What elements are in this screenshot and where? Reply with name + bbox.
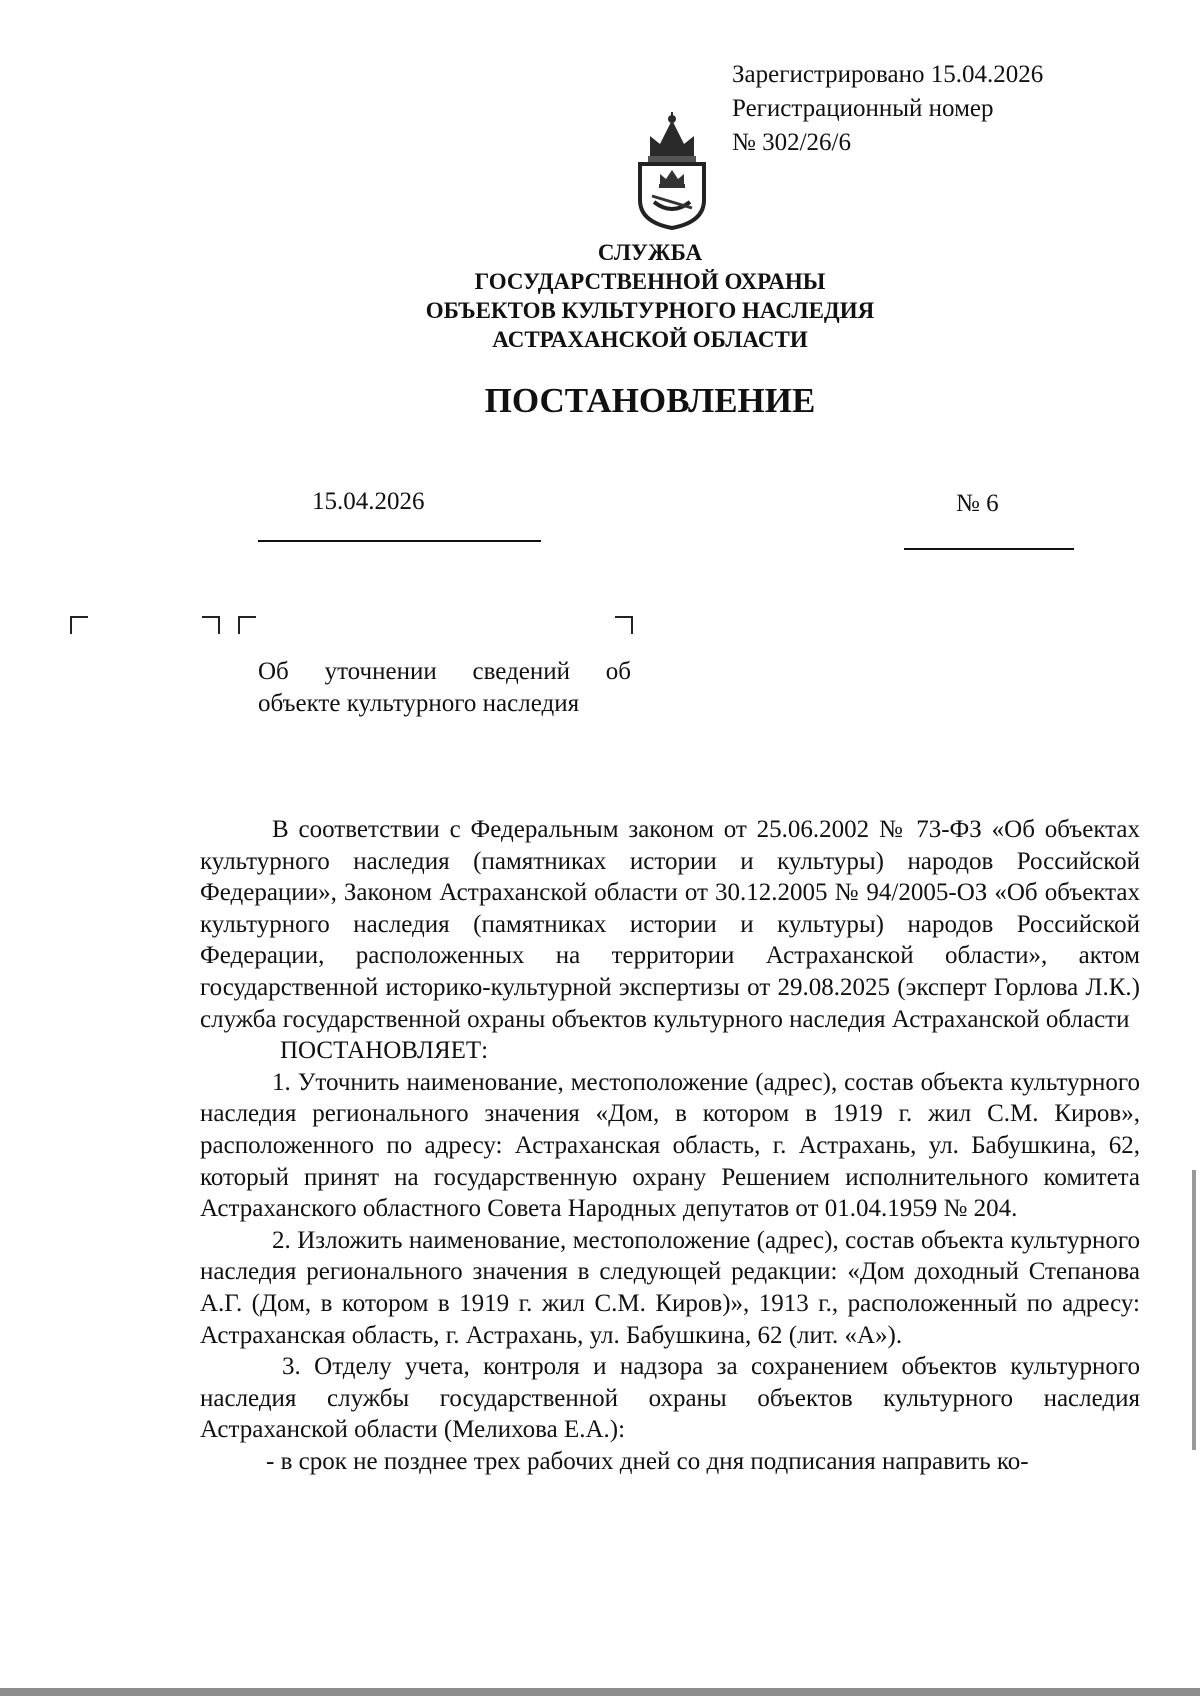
decree-word: ПОСТАНОВЛЯЕТ: [280,1037,489,1065]
org-line-3: ОБЪЕКТОВ КУЛЬТУРНОГО НАСЛЕДИЯ [425,298,875,323]
document-date: 15.04.2026 [312,488,425,515]
scan-bottom-edge [0,1688,1200,1696]
document-number: № 6 [956,490,999,517]
document-body [200,814,1140,1477]
org-line-4: АСТРАХАНСКОЙ ОБЛАСТИ [492,327,808,352]
subject-line-1: Об уточнении сведений об [258,658,631,685]
number-underline [904,548,1074,550]
subject-line-2: объекте культурного наследия [258,690,580,717]
org-line-2: ГОСУДАРСТВЕННОЙ ОХРАНЫ [474,269,826,294]
registration-number: № 302/26/6 [732,129,851,156]
coat-of-arms-icon [632,112,712,230]
document-title: ПОСТАНОВЛЕНИЕ [484,381,816,420]
corner-bracket [70,616,88,634]
registration-label: Регистрационный номер [732,95,994,122]
corner-bracket [238,616,256,634]
item-2-paragraph: 2. Изложить наименование, местоположение (адрес), состав объекта культурного наследия регионального значения в следующей редакции: «Дом доходный Степанова А.Г. (Дом, в котором в 1919 г. жил С.М. Киров)», 1913 г., расположенный по адресу: Астраханская область, г. Астрахань, ул. Бабушкина, 62 (лит. «А»). [200,1226,1140,1349]
organization-name [400,238,900,354]
corner-bracket [202,616,220,634]
registration-date: Зарегистрировано 15.04.2026 [732,61,1044,88]
item-3-subitem: - в срок не позднее трех рабочих дней со дня подписания направить ко- [266,1447,1029,1475]
scan-edge-mark [1192,1170,1196,1450]
registration-stamp [732,58,1043,160]
date-underline [258,540,541,542]
item-3-paragraph: 3. Отделу учета, контроля и надзора за сохранением объектов культурного наследия службы государственной охраны объектов культурного наследия Астраханской области (Мелихова Е.А.): [200,1353,1140,1444]
corner-bracket [615,616,633,634]
preamble-paragraph: В соответствии с Федеральным законом от 25.06.2002 № 73-ФЗ «Об объектах культурного наследия (памятниках истории и культуры) народов Российской Федерации», Законом Астраханской области от 30.12.2005 № 94/2005-ОЗ «Об объектах культурного наследия (памятниках истории и культуры) народов Российской Федерации, расположенных на территории Астраханской области», актом государственной историко-культурной экспертизы от 29.08.2025 (эксперт Горлова Л.К.) служба государственной охраны объектов культурного наследия Астраханской области [200,816,1140,1033]
item-1-paragraph: 1. Уточнить наименование, местоположение (адрес), состав объекта культурного наследия регионального значения «Дом, в котором в 1919 г. жил С.М. Киров», расположенного по адресу: Астраханская область, г. Астрахань, ул. Бабушкина, 62, который принят на государственную охрану Решением исполнительного комитета Астраханского областного Совета Народных депутатов от 01.04.1959 № 204. [200,1068,1140,1223]
org-line-1: СЛУЖБА [597,240,703,265]
document-subject [258,656,631,720]
